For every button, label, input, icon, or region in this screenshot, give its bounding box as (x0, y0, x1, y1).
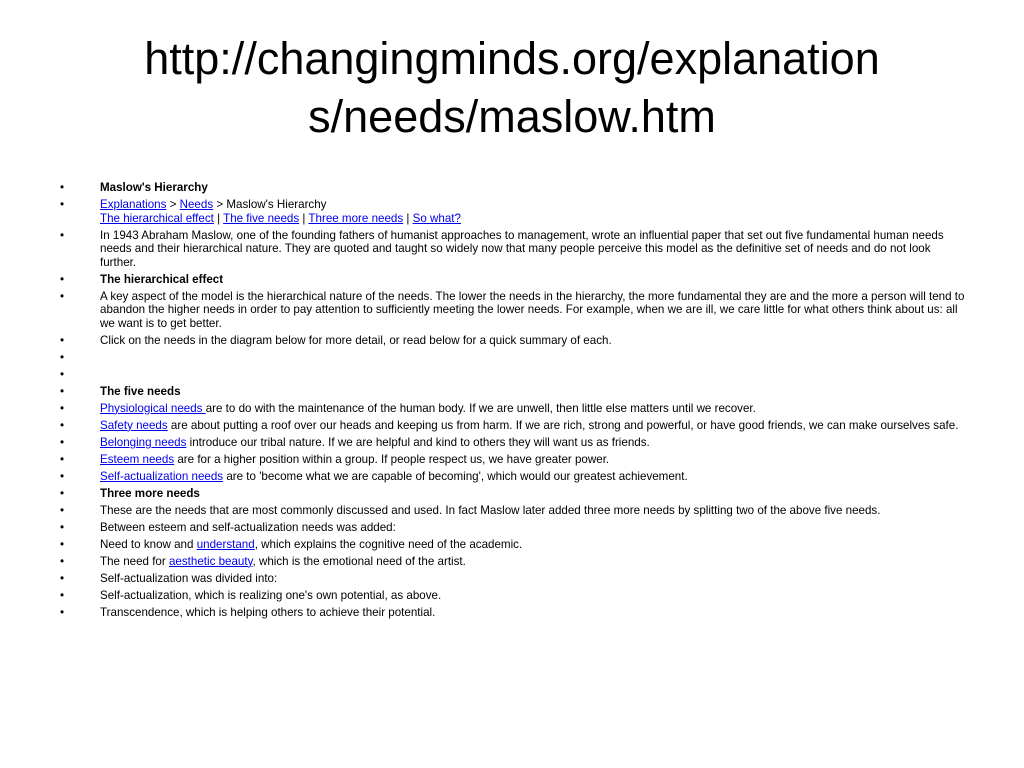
bullet-icon: • (60, 197, 65, 211)
separator: | (299, 211, 309, 225)
bullet-icon: • (60, 333, 65, 347)
list-item (60, 504, 965, 518)
list-item (60, 606, 965, 620)
list-item (60, 453, 965, 467)
list-item (60, 538, 965, 552)
paragraph-text: Need to know and (100, 537, 197, 551)
list-item (60, 181, 965, 195)
list-item-empty (60, 368, 965, 382)
list-item (60, 229, 965, 270)
list-item (60, 470, 965, 484)
paragraph-text: are for a higher position within a group. If people respect us, we have greater power. (174, 452, 610, 466)
heading-maslows-hierarchy: Maslow's Hierarchy (100, 181, 208, 194)
paragraph-text: In 1943 Abraham Maslow, one of the founding fathers of humanist approaches to management, wrote an influential paper that set out five fundamental human needs needs and their hierarchical nature. They are quoted and taught so widely now that many people perceive this model as the definitive set of needs and do not look further. (100, 228, 944, 269)
three-more-needs-link[interactable]: Three more needs (308, 211, 404, 225)
bullet-icon: • (60, 181, 65, 194)
list-item (60, 273, 965, 287)
paragraph-text: are to 'become what we are capable of becoming', which would our greatest achievement. (223, 469, 688, 483)
paragraph-text: A key aspect of the model is the hierarchical nature of the needs. The lower the needs in the hierarchy, the more fundamental they are and the more a person will tend to abandon the higher needs in order to pay attention to sufficiently meeting the lower needs. For example, when we are ill, we care little for what others think about us: all we want is to get better. (100, 289, 965, 330)
bullet-icon: • (60, 228, 65, 242)
paragraph-text: The need for (100, 554, 169, 568)
list-item (60, 487, 965, 501)
list-item (60, 555, 965, 569)
bullet-icon: • (60, 435, 65, 449)
list-item (60, 402, 965, 416)
five-needs-link[interactable]: The five needs (223, 211, 300, 225)
bullet-icon: • (60, 469, 65, 483)
breadcrumb-separator: > (166, 197, 180, 211)
list-item-empty (60, 351, 965, 365)
list-item (60, 521, 965, 535)
bullet-icon: • (60, 605, 65, 619)
bullet-icon: • (60, 289, 65, 303)
bullet-icon: • (60, 503, 65, 517)
bullet-icon: • (60, 367, 65, 381)
esteem-needs-link[interactable]: Esteem needs (100, 452, 175, 466)
breadcrumb-needs-link[interactable]: Needs (179, 197, 214, 211)
bullet-icon: • (60, 350, 65, 364)
bullet-icon: • (60, 554, 65, 568)
paragraph-text: Self-actualization, which is realizing one's own potential, as above. (100, 588, 442, 602)
belonging-needs-link[interactable]: Belonging needs (100, 435, 187, 449)
list-item (60, 419, 965, 433)
list-item (60, 436, 965, 450)
list-item (60, 198, 965, 225)
paragraph-text: introduce our tribal nature. If we are helpful and kind to others they will want us as friends. (186, 435, 650, 449)
aesthetic-beauty-link[interactable]: aesthetic beauty (168, 554, 253, 568)
list-item (60, 290, 965, 331)
bullet-icon: • (60, 588, 65, 602)
slide-title-line-1: http://changingminds.org/explanation (144, 33, 880, 84)
paragraph-text: Click on the needs in the diagram below for more detail, or read below for a quick summary of each. (100, 333, 612, 347)
self-actualization-needs-link[interactable]: Self-actualization needs (100, 469, 224, 483)
bullet-icon: • (60, 384, 65, 398)
list-item (60, 589, 965, 603)
breadcrumb-explanations-link[interactable]: Explanations (100, 197, 167, 211)
list-item (60, 572, 965, 586)
paragraph-text: are about putting a roof over our heads and keeping us from harm. If we are rich, strong and powerful, or have good friends, we can make ourselves safe. (167, 418, 959, 432)
slide-title-line-2: s/needs/maslow.htm (308, 91, 716, 142)
paragraph-text: Self-actualization was divided into: (100, 571, 278, 585)
paragraph-text: , which is the emotional need of the artist. (252, 554, 466, 568)
paragraph-text: Transcendence, which is helping others to achieve their potential. (100, 605, 436, 619)
safety-needs-link[interactable]: Safety needs (100, 418, 168, 432)
paragraph-text: are to do with the maintenance of the human body. If we are unwell, then little else matters until we recover. (205, 401, 756, 415)
bullet-icon: • (60, 537, 65, 551)
understand-link[interactable]: understand (196, 537, 255, 551)
paragraph-text: Between esteem and self-actualization needs was added: (100, 520, 396, 534)
heading-three-more-needs: Three more needs (100, 486, 200, 500)
breadcrumb-current: > Maslow's Hierarchy (213, 197, 327, 211)
paragraph-text: , which explains the cognitive need of the academic. (254, 537, 523, 551)
bullet-icon: • (60, 401, 65, 415)
separator: | (213, 211, 224, 225)
list-item (60, 385, 965, 399)
slide-title (40, 30, 984, 146)
paragraph-text: These are the needs that are most commonly discussed and used. In fact Maslow later added three more needs by splitting two of the above five needs. (100, 503, 881, 517)
bullet-icon: • (60, 272, 65, 286)
bullet-icon: • (60, 571, 65, 585)
physiological-needs-link[interactable]: Physiological needs (100, 401, 206, 415)
heading-hierarchical-effect: The hierarchical effect (100, 272, 224, 286)
hierarchical-effect-link[interactable]: The hierarchical effect (100, 211, 214, 225)
bullet-icon: • (60, 486, 65, 500)
bullet-icon: • (60, 452, 65, 466)
bullet-list (60, 181, 965, 623)
separator: | (403, 211, 413, 225)
heading-five-needs: The five needs (100, 384, 181, 398)
list-item (60, 334, 965, 348)
so-what-link[interactable]: So what? (412, 211, 461, 225)
bullet-icon: • (60, 418, 65, 432)
bullet-icon: • (60, 520, 65, 534)
